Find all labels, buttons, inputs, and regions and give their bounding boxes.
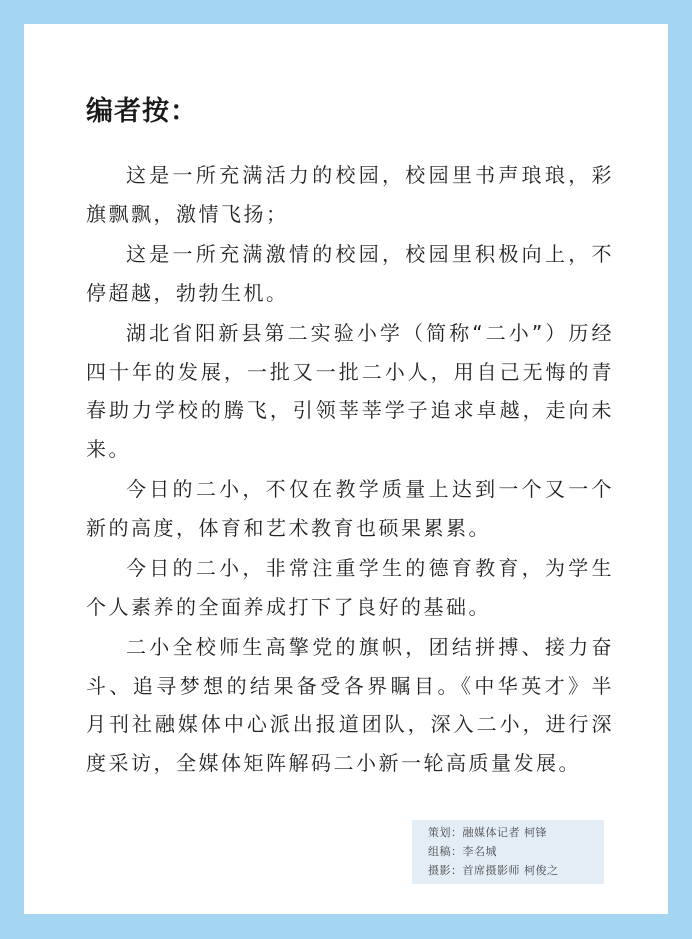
paragraph: 这是一所充满激情的校园，校园里积极向上，不停超越，勃勃生机。: [86, 242, 614, 305]
paragraph: 今日的二小，不仅在教学质量上达到一个又一个新的高度，体育和艺术教育也硕果累累。: [86, 477, 614, 540]
paragraph: 今日的二小，非常注重学生的德育教育，为学生个人素养的全面养成打下了良好的基础。: [86, 556, 614, 619]
credits-box: [412, 820, 604, 884]
paragraph: 二小全校师生高擎党的旗帜，团结拼搏、接力奋斗、追寻梦想的结果备受各界瞩目。《中华英才》半月刊社融媒体中心派出报道团队，深入二小，进行深度采访，全媒体矩阵解码二小新一轮高质量发展。: [86, 635, 614, 775]
editor-note-body: [86, 156, 614, 784]
paragraph: 湖北省阳新县第二实验小学（简称“二小”）历经四十年的发展，一批又一批二小人，用自己无悔的青春助力学校的腾飞，引领莘莘学子追求卓越，走向未来。: [86, 321, 614, 461]
page-card: [24, 24, 668, 914]
credit-editing: 组稿：李名城: [428, 845, 497, 858]
paragraph: 这是一所充满活力的校园，校园里书声琅琅，彩旗飘飘，激情飞扬；: [86, 163, 614, 226]
editor-note-title: 编者按：: [86, 96, 198, 127]
credit-photography: 摄影：首席摄影师 柯俊之: [428, 864, 559, 877]
credit-planning: 策划：融媒体记者 柯锋: [428, 826, 547, 839]
